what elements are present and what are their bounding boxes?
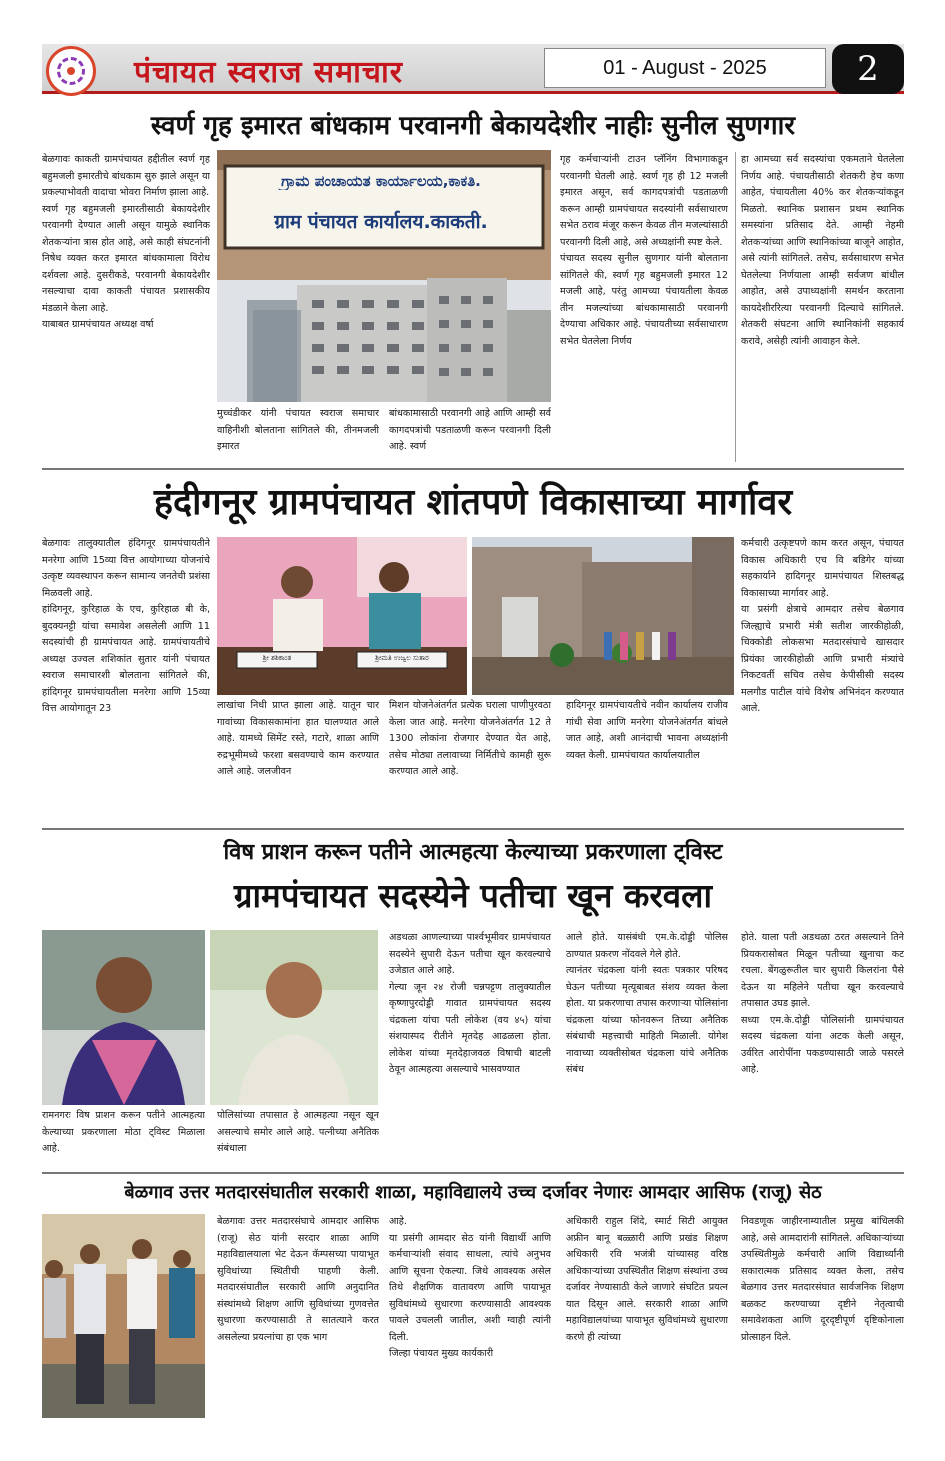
story3-column-3 <box>389 930 551 1168</box>
story2-column-1 <box>42 536 210 822</box>
story4-photo <box>42 1214 205 1418</box>
section-divider <box>42 468 904 470</box>
paragraph: लाखांचा निधी प्राप्त झाला आहे. यातून चार गावांच्या विकासकामांना हात घालण्यात आले आहे. यामध्ये सिमेंट रस्ते, गटारे, शाळा आणि रुद्रभूमीमध्ये फरशा बसवण्याचे काम करण्यात आले आहे. जलजीवन <box>217 700 379 777</box>
story3-column-5 <box>741 930 904 1168</box>
story4-column-2 <box>389 1214 551 1418</box>
story2-column-5 <box>741 536 904 822</box>
paragraph: या प्रसंगी आमदार सेठ यांनी विद्यार्थी आणि कर्मचाऱ्यांशी संवाद साधला, त्यांचे अनुभव आणि सूचना ऐकल्या. जिथे आवश्यक असेल तिथे शैक्षणिक वातावरण आणि पायाभूत सुविधांमध्ये सुधारणा करण्यासाठी आवश्यक पावले उचलली जातील, अशी ग्वाही त्यांनी दिली. <box>389 1232 551 1343</box>
issue-date: 01 - August - 2025 <box>544 48 826 88</box>
story3-caption-2 <box>217 1108 379 1168</box>
masthead <box>42 40 904 98</box>
paragraph: अधिकारी राहुल शिंदे, स्मार्ट सिटी आयुक्त अफ्रीन बानू बळ्ळारी आणि प्रखंड शिक्षण अधिकारी रवि भजंत्री यांच्यासह वरिष्ठ अधिकाऱ्यांच्या उपस्थितीत शिक्षण संस्थांना उच्च दर्जावर नेण्यासाठी केले जाणारे संघटित प्रयत्न यात दिसून आले. सरकारी शाळा आणि महाविद्यालयांच्या पायाभूत सुविधांमध्ये सुधारणा करणे ही त्यांच्या <box>566 1216 728 1343</box>
paragraph: रामनगरः विष प्राशन करून पतीने आत्महत्या केल्याच्या प्रकरणाला मोठा ट्विस्ट मिळाला आहे. <box>42 1110 205 1154</box>
paragraph: होते. याला पती अडथळा ठरत असल्याने तिने प्रियकरासोबत मिळून पतीच्या खुनाचा कट रचला. बेंगळुरूतील चार सुपारी किलरांना पैसे देऊन या महिलेने पतीचा खून करवल्याचे तपासात उघड झाले. <box>741 932 904 1009</box>
story1-column-5 <box>741 152 904 462</box>
story3-headline: ग्रामपंचायत सदस्येने पतीचा खून करवला <box>233 876 713 915</box>
story2-building-photo <box>472 537 734 695</box>
section-divider <box>42 828 904 830</box>
story4-column-1 <box>217 1214 379 1418</box>
paragraph: जिल्हा पंचायत मुख्य कार्यकारी <box>389 1348 494 1359</box>
story4-column-4 <box>741 1214 904 1418</box>
paragraph: बेळगावः काकती ग्रामपंचायत हद्दीतील स्वर्ण गृह बहुमजली इमारतीचे बांधकाम सुरु झाले असून या प्रकल्पाभोवती वादाचा भोवरा निर्माण झाला आहे. <box>42 154 210 198</box>
story4-column-3 <box>566 1214 728 1418</box>
paragraph: हादिगनूर ग्रामपंचायतीचे नवीन कार्यालय राजीव गांधी सेवा आणि मनरेगा योजनेअंतर्गत बांधले जात आहे, अशी आनंदाची भावना अध्यक्षांनी व्यक्त केली. ग्रामपंचायत कार्यालयातील <box>566 700 728 761</box>
paragraph: गेल्या जून २४ रोजी चन्नपट्टण तालुक्यातील कृष्णापुरदोड्डी गावात ग्रामपंचायत सदस्य चंद्रकला यांचा पती लोकेश (वय ४५) यांचा संशयास्पद रीतीने मृतदेह आढळला होता. लोकेश यांच्या मृतदेहाजवळ विषाची बाटली ठेवून आत्महत्या असल्याचे भासवण्यात <box>389 981 551 1075</box>
paragraph: बेळगावः तालुक्यातील हंदिगनूर ग्रामपंचायतीने मनरेगा आणि 15व्या वित्त आयोगाच्या योजनांचे उत्कृष्ट व्यवस्थापन करून सामान्य जनतेची प्रशंसा मिळवली आहे. <box>42 538 210 599</box>
story2-office-photo <box>217 537 467 695</box>
newspaper-title: पंचायत स्वराज समाचार <box>134 55 403 90</box>
page-number: 2 <box>832 44 904 94</box>
story1-column-1 <box>42 152 210 462</box>
office-sign-marathi: ग्राम पंचायत कार्यालय.काकती. <box>274 211 488 233</box>
story3-kicker: विष प्राशन करून पतीने आत्महत्या केल्याच्या प्रकरणाला ट्विस्ट <box>223 840 723 865</box>
nameplate-left: ಶ್ರೀ ಶಶಿಕಾಂತ <box>262 654 292 662</box>
story1-column-4 <box>560 152 728 462</box>
story1-column-3 <box>389 406 551 462</box>
paragraph: कर्मचारी उत्कृष्टपणे काम करत असून, पंचायत विकास अधिकारी एच वि बडिगेर यांच्या सहकार्याने हादिगनूर ग्रामपंचायत शिस्तबद्ध विकासाच्या मार्गावर आहे. <box>741 538 904 599</box>
paragraph: या प्रसंगी क्षेत्राचे आमदार तसेच बेळगाव जिल्ह्याचे प्रभारी मंत्री सतीश जारकीहोळी, चिक्कोडी लोकसभा मतदारसंघाचे खासदार प्रियंका जारकीहोळी आणि प्रभारी मंत्र्यांचे निकटवर्ती सचिव तसेच केपीसीसी सदस्य मलगौड पाटील यांचे विशेष अभिनंदन करण्यात आले. <box>741 604 904 714</box>
paragraph: पंचायत सदस्य सुनील सुणगार यांनी बोलताना सांगितले की, स्वर्ण गृह बहुमजली इमारत 12 मजली आहे, परंतु आमच्या पंचायतीला केवळ तीन मजल्यांच्या बांधकामासाठी परवानगी देण्याचा अधिकार आहे. पंचायतीच्या सर्वसाधारण सभेत घेतलेला निर्णय <box>560 253 728 347</box>
story3-photo-man <box>210 930 378 1105</box>
paragraph: हा आमच्या सर्व सदस्यांचा एकमताने घेतलेला निर्णय आहे. पंचायतीसाठी शेतकरी हेच कणा आहेत, पंचायतीला 40% कर शेतकऱ्यांकडून मिळतो. स्थानिक प्रशासन प्रथम स्थानिक समस्यांना प्रतिसाद देते. आम्ही नेहमी शेतकऱ्यांच्या आणि स्थानिकांच्या बाजूने आहोत, असे त्यांनी सांगितले. तसेच, सर्वसाधारण सभेत घेतलेल्या निर्णयाला आम्ही सर्वजण बांधील आहोत, असे उपाध्यक्षांनी समर्थन करताना कायदेशीररित्या परवानगी दिल्याचे सांगितले. शेतकरी संघटना आणि स्थानिकांनी सहकार्य करावे, असेही त्यांनी आवाहन केले. <box>741 154 904 347</box>
story1-headline: स्वर्ण गृह इमारत बांधकाम परवानगी बेकायदेशीर नाहीः सुनील सुणगार <box>150 111 796 141</box>
story2-column-3 <box>389 698 551 822</box>
story2-headline: हंदीगनूर ग्रामपंचायत शांतपणे विकासाच्या मार्गावर <box>153 482 793 523</box>
paragraph: हांदिगनूर, कुरिहाळ के एच, कुरिहाळ बी के, बुदक्यनट्टी यांचा समावेश असलेली आणि 11 सदस्यांची ही ग्रामपंचायत आहे. ग्रामपंचायतीचे अध्यक्ष उज्वल शशिकांत सुतार यांनी पंचायत स्वराज समाचारशी बोलताना सांगितले की, हांदिगनूर ग्रामपंचायतीला मनरेगा आणि 15व्या वित्त आयोगातून 23 <box>42 604 210 714</box>
paragraph: आले होते. यासंबंधी एम.के.दोड्डी पोलिस ठाण्यात प्रकरण नोंदवले गेले होते. <box>566 932 728 960</box>
story4-headline: बेळगाव उत्तर मतदारसंघातील सरकारी शाळा, महाविद्यालये उच्च दर्जावर नेणारः आमदार आसिफ (राजू) सेठ <box>124 1182 822 1203</box>
paragraph: बेळगावः उत्तर मतदारसंघाचे आमदार आसिफ (राजू) सेठ यांनी सरदार शाळा आणि महाविद्यालयाला भेट देऊन कॅम्पसच्या पायाभूत सुविधांच्या स्थितीची पाहणी केली. मतदारसंघातील सरकारी आणि अनुदानित संस्थांमध्ये शिक्षण आणि सुविधांच्या गुणवत्तेत सुधारणा करण्यासाठी ते सातत्याने करत असलेल्या प्रयत्नांचा हा एक भाग <box>217 1216 379 1343</box>
story3-caption-1 <box>42 1108 205 1168</box>
nameplate-right: ಶ್ರೀಮತಿ ಉಜ್ವಲ ಸುತಾರ <box>375 654 429 662</box>
story2-column-2 <box>217 698 379 822</box>
section-divider <box>42 1172 904 1174</box>
story1-column-2 <box>217 406 379 462</box>
paragraph: आहे. <box>389 1216 407 1227</box>
paragraph: पोलिसांच्या तपासात हे आत्महत्या नसून खून असल्याचे समोर आले आहे. पत्नीच्या अनैतिक संबंधाला <box>217 1110 379 1154</box>
panchayat-logo-icon <box>46 46 96 96</box>
story3-column-4 <box>566 930 728 1168</box>
story1-photo <box>217 150 551 402</box>
paragraph: स्वर्ण गृह बहुमजली इमारतीसाठी बेकायदेशीर परवानगी देण्यात आली असून यामुळे स्थानिक शेतकऱ्यांना त्रास होत आहे, असे काही संघटनांनी निषेध व्यक्त करत इमारत बांधकामाला विरोध दर्शवला आहे. दुसरीकडे, परवानगी बेकायदेशीर नसल्याचा दावा काकती पंचायत प्रशासकीय मंडळाने केला आहे. <box>42 203 210 314</box>
paragraph: सध्या एम.के.दोड्डी पोलिसांनी ग्रामपंचायत सदस्य चंद्रकला यांना अटक केली असून, उर्वरित आरोपींना पकडण्यासाठी जाळे पसरले आहे. <box>741 1014 904 1075</box>
story3-photo-woman <box>42 930 205 1105</box>
paragraph: अडथळा आणल्याच्या पार्श्वभूमीवर ग्रामपंचायत सदस्येने सुपारी देऊन पतीचा खून करवल्याचे उजेडात आले आहे. <box>389 932 551 976</box>
story2-column-4 <box>566 698 728 822</box>
paragraph: बांधकामासाठी परवानगी आहे आणि आम्ही सर्व कागदपत्रांची पडताळणी करून परवानगी दिली आहे. स्वर्ण <box>389 408 551 452</box>
paragraph: मुच्चंडीकर यांनी पंचायत स्वराज समाचार वाहिनीशी बोलताना सांगितले की, तीनमजली इमारत <box>217 408 379 452</box>
paragraph: मिशन योजनेअंतर्गत प्रत्येक घराला पाणीपुरवठा केला जात आहे. मनरेगा योजनेअंतर्गत 12 ते 1300 लोकांना रोजगार देण्यात येत आहे, तसेच मोठ्या तलावाच्या निर्मितीचे कामही सुरू करण्यात आले आहे. <box>389 700 551 777</box>
paragraph: याबाबत ग्रामपंचायत अध्यक्ष वर्षा <box>42 319 154 330</box>
paragraph: गृह कर्मचाऱ्यांनी टाउन प्लॅनिंग विभागाकडून परवानगी घेतली आहे. स्वर्ण गृह ही 12 मजली इमारत असून, सर्व कागदपत्रांची पडताळणी करून आम्ही ग्रामपंचायत सदस्यांनी सर्वसाधारण सभेत ठराव मंजूर करून केवळ तीन मजल्यांसाठी परवानगी दिली आहे, असे अध्यक्षांनी स्पष्ट केले. <box>560 154 728 248</box>
paragraph: त्यानंतर चंद्रकला यांनी स्वतः पत्रकार परिषद घेऊन पतीच्या मृत्यूबाबत संशय व्यक्त केला होता. या प्रकरणाचा तपास करणाऱ्या पोलिसांना चंद्रकला यांच्या फोनवरून तिच्या अनैतिक संबंधाची महत्त्वाची माहिती मिळाली. योगेश नावाच्या व्यक्तीसोबत चंद्रकला यांचे अनैतिक संबंध <box>566 965 728 1075</box>
column-divider <box>735 152 736 462</box>
office-sign-kannada: ಗ್ರಾಮ ಪಂಚಾಯತ ಕಾರ್ಯಾಲಯ,ಕಾಕತಿ. <box>281 172 481 190</box>
paragraph: निवडणूक जाहीरनाम्यातील प्रमुख बांधिलकी आहे, असे आमदारांनी सांगितले. अधिकाऱ्यांच्या उपस्थितीमुळे कर्मचारी आणि विद्यार्थ्यांनी सकारात्मक प्रतिसाद व्यक्त केला, तसेच बेळगाव उत्तर मतदारसंघात सार्वजनिक शिक्षण बळकट करण्याच्या दृष्टीने नेतृत्वाची समावेशकता आणि दूरदृष्टीपूर्ण दृष्टिकोनाला प्रोत्साहन दिले. <box>741 1216 904 1343</box>
